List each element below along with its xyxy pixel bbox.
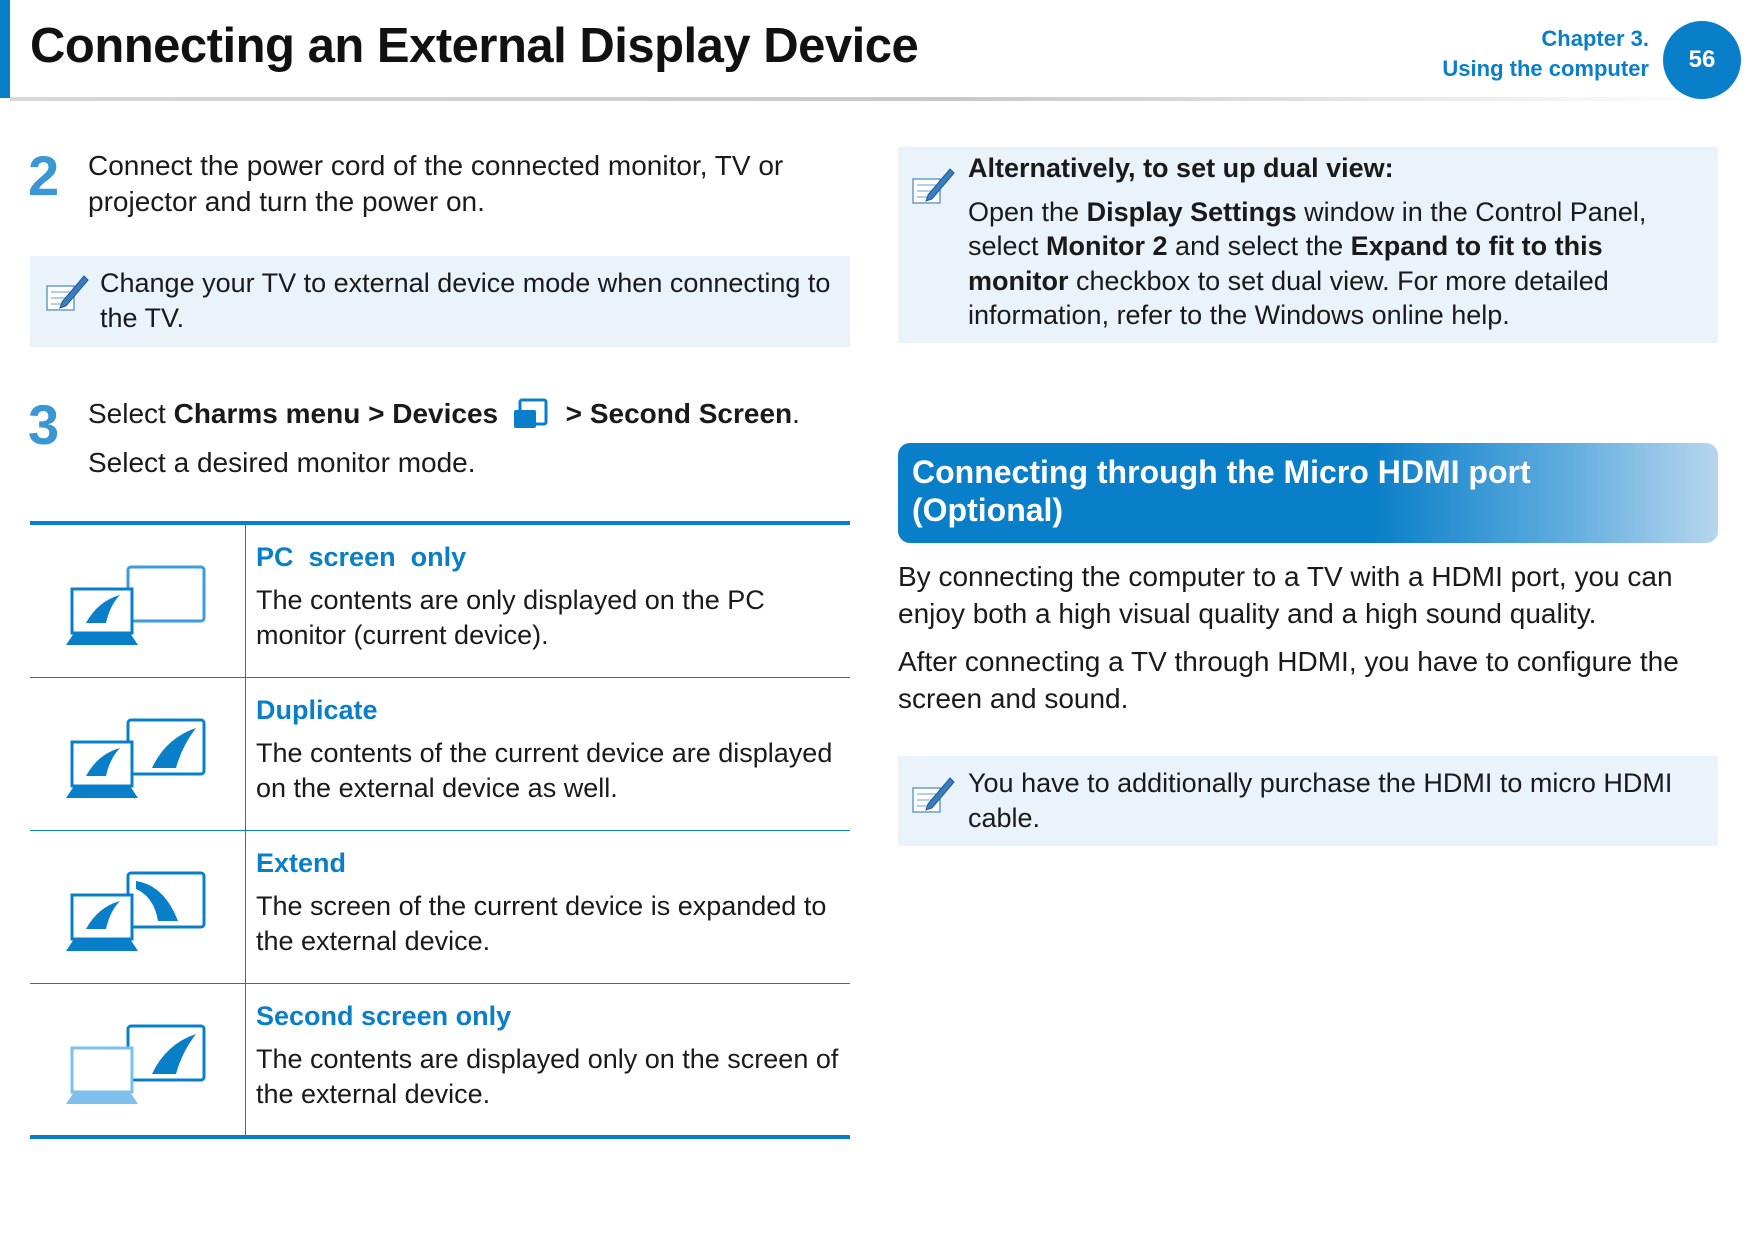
step-number: 3 [28, 393, 60, 456]
charms-menu-label: Charms menu [173, 398, 361, 429]
dual-view-line-3: monitor checkbox to set dual view. For more detailed [968, 265, 1609, 296]
hdmi-cable-note [898, 756, 1718, 846]
mode-description: The contents are displayed only on the screen of the external device. [256, 1044, 839, 1109]
header-divider [10, 97, 1730, 101]
note-box [30, 256, 850, 347]
dual-view-line-4: information, refer to the Windows online help. [968, 300, 1510, 330]
chapter-label [1442, 24, 1649, 84]
note-pencil-icon [910, 774, 956, 814]
display-settings-label: Display Settings [1086, 196, 1297, 227]
devices-label: Devices [392, 398, 499, 429]
mode-row-duplicate [30, 678, 850, 831]
extend-icon [64, 871, 214, 951]
duplicate-icon [64, 718, 214, 798]
step-number: 2 [28, 144, 60, 207]
mode-title: Second screen only [256, 1001, 512, 1031]
note-pencil-icon [910, 165, 956, 205]
mode-title: PC screen only [256, 542, 467, 572]
page-number-badge: 56 [1663, 21, 1741, 99]
pc-screen-only-icon [64, 565, 214, 645]
hdmi-paragraph-1: By connecting the computer to a TV with a HDMI port, you can enjoy both a high visual quality and a high sound quality. [898, 561, 1673, 629]
step-instruction: Select Charms menu > Devices > Second Screen. [88, 395, 848, 432]
dual-view-line-2: select Monitor 2 and select the Expand to fit to this [968, 231, 1603, 261]
second-screen-label: Second Screen [589, 398, 793, 429]
mode-icon-cell [30, 984, 246, 1137]
dual-view-heading: Alternatively, to set up dual view: [968, 153, 1394, 183]
mode-text [256, 692, 846, 806]
mode-icon-cell [30, 678, 246, 830]
chapter-subtitle: Using the computer [1442, 56, 1649, 81]
chapter-number: Chapter 3. [1541, 26, 1649, 51]
mode-icon-cell [30, 525, 246, 677]
hdmi-cable-note-text: You have to additionally purchase the HDMI to micro HDMI cable. [968, 768, 1673, 833]
step-2 [28, 144, 828, 228]
expand-checkbox-label: Expand to fit to this [1350, 231, 1603, 261]
mode-text [256, 539, 846, 653]
second-screen-only-icon [64, 1024, 214, 1104]
devices-icon [512, 395, 552, 431]
note-text: Change your TV to external device mode when connecting to the TV. [100, 268, 831, 333]
mode-title: Extend [256, 848, 347, 878]
mode-icon-cell [30, 831, 246, 983]
section-heading-bar [898, 443, 1718, 543]
mode-row-pc-screen-only [30, 525, 850, 678]
mode-text [256, 845, 846, 959]
mode-description: The screen of the current device is expanded to the external device. [256, 891, 827, 956]
hdmi-paragraph-2: After connecting a TV through HDMI, you have to configure the screen and sound. [898, 646, 1679, 714]
dual-view-line-1: Open the Display Settings window in the Control Panel, [968, 196, 1647, 227]
mode-description: The contents are only displayed on the PC monitor (current device). [256, 585, 765, 650]
note-pencil-icon [44, 272, 90, 312]
mode-text [256, 998, 846, 1112]
step-3 [28, 393, 828, 487]
mode-description: The contents of the current device are displayed on the external device as well. [256, 738, 833, 803]
mode-row-extend [30, 831, 850, 984]
step-subtext: Select a desired monitor mode. [88, 447, 476, 478]
monitor-2-label: Monitor 2 [1046, 231, 1168, 261]
dual-view-note-text [968, 151, 1712, 333]
mode-title: Duplicate [256, 695, 378, 725]
mode-row-second-screen-only [30, 984, 850, 1137]
step-text: Connect the power cord of the connected monitor, TV or projector and turn the power on. [88, 150, 784, 217]
header-accent-bar [0, 0, 10, 98]
section-title: Connecting through the Micro HDMI port (Optional) [912, 454, 1531, 528]
monitor-mode-table [30, 521, 850, 1139]
page-title: Connecting an External Display Device [30, 19, 919, 73]
dual-view-note [898, 147, 1718, 343]
